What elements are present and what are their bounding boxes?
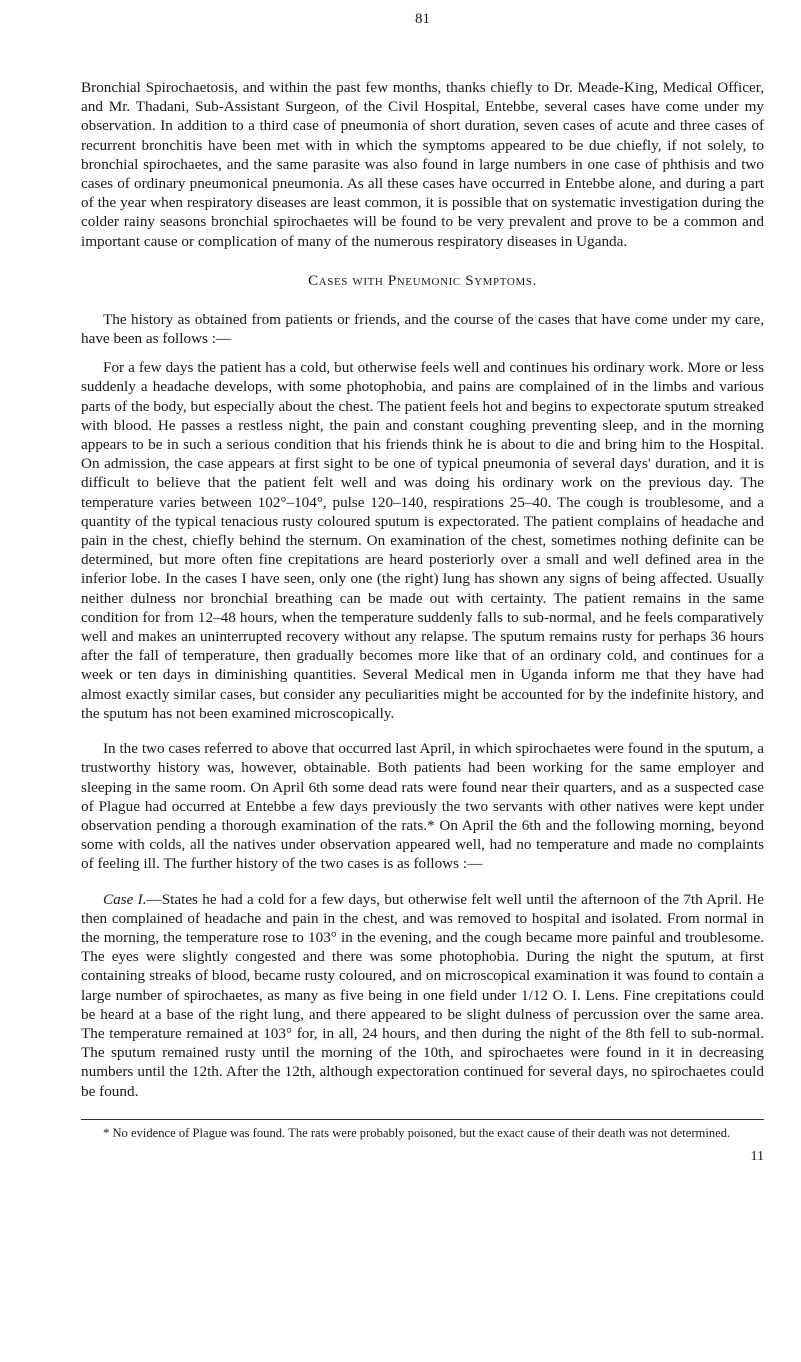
page-number: 81 — [415, 11, 430, 27]
history-intro-paragraph: The history as obtained from patients or friends, and the course of the cases that have come under my care, have been as follows :— — [81, 310, 764, 348]
case-one-label: Case I. — [103, 890, 147, 908]
signature-mark: 11 — [750, 1149, 764, 1165]
section-heading: Cases with Pneumonic Symptoms. — [308, 272, 537, 289]
footnote-divider — [81, 1119, 764, 1120]
case-one-text: —States he had a cold for a few days, but otherwise felt well until the afternoon of the 7th April. He then complained of headache and pain in the chest, and was removed to hospital and isolated. From normal in the morning, the temperature rose to 103° in the evening, and the cough became more painful and troublesome. The eyes were slightly congested and there was some photophobia. During the night the sputum, at first containing streaks of blood, became rusty coloured, and on microscopical examination it was found to contain a large number of spirochaetes, as many as five being in one field under 1/12 O. I. Lens. Fine crepitations could be heard at a base of the right lung, and there appeared to be slight dulness of percussion over the same area. The temperature remained at 103° for, in all, 24 hours, and then during the night of the 8th fell to sub-normal. The sputum remained rusty until the morning of the 10th, and spirochaetes were found in it in decreasing numbers until the 12th. After the 12th, although expectoration continued for several days, no spirochaetes could be found. — [81, 890, 764, 1100]
intro-paragraph: Bronchial Spirochaetosis, and within the past few months, thanks chiefly to Dr. Meade-King, Medical Officer, and Mr. Thadani, Sub-Assistant Surgeon, of the Civil Hospital, Entebbe, several cases have come under my observation. In addition to a third case of pneumonia of short duration, seven cases of acute and three cases of recurrent bronchitis have been met with in which the symptoms appeared to be due chiefly, if not solely, to bronchial spirochaetes, and the same parasite was also found in large numbers in one case of phthisis and two cases of ordinary pneumonical pneumonia. As all these cases have occurred in Entebbe alone, and during a part of the year when respiratory diseases are least common, it is possible that on systematic investigation during the colder rainy seasons bronchial spirochaetes will be found to be very prevalent and prove to be a common and important cause or complication of many of the numerous respiratory diseases in Uganda. — [81, 79, 764, 250]
document-page — [81, 10, 764, 1165]
case-one-paragraph — [81, 890, 764, 1101]
two-cases-paragraph: In the two cases referred to above that occurred last April, in which spirochaetes were found in the sputum, a trustworthy history was, however, obtainable. Both patients had been working for the same employer and sleeping in the same room. On April 6th some dead rats were found near their quarters, and as a suspected case of Plague had occurred at Entebbe a few days previously the two servants with other natives were kept under observation pending a thorough examination of the rats.* On April the 6th and the following morning, beyond some with colds, all the natives under observation appeared well, had no temperature and made no complaints of feeling ill. The further history of the two cases is as follows :— — [81, 740, 764, 873]
history-paragraph: For a few days the patient has a cold, but otherwise feels well and continues his ordinary work. More or less suddenly a headache develops, with some photophobia, and pains are complained of in the limbs and various parts of the body, but especially about the chest. The patient feels hot and begins to expectorate sputum streaked with blood. He passes a restless night, the pain and constant coughing preventing sleep, and in the morning appears to be in such a serious condition that his friends think he is about to die and bring him to the Hospital. On admission, the case appears at first sight to be one of typical pneumonia of several days' duration, and it is difficult to believe that the patient felt well and was doing his ordinary work on the previous day. The temperature varies between 102°–104°, pulse 120–140, respirations 25–40. The cough is troublesome, and a quantity of the typical tenacious rusty coloured sputum is expectorated. The patient complains of headache and pain in the chest, chiefly behind the sternum. On examination of the chest, sometimes nothing definite can be determined, but more often fine crepitations are heard posteriorly over a small and well defined area in the inferior lobe. In the cases I have seen, only one (the right) lung has shown any signs of being affected. Usually neither dulness nor bronchial breathing can be made out with certainty. The patient remains in the same condition for from 12–48 hours, when the temperature suddenly falls to sub-normal, and he feels comparatively well and makes an uninterrupted recovery without any relapse. The sputum remains rusty for perhaps 36 hours after the fall of temperature, then gradually becomes more like that of an ordinary cold, and continues for a week or ten days in diminishing quantities. Several Medical men in Uganda inform me that they have had almost exactly similar cases, but consider any peculiarities might be accounted for by the indefinite history, and the sputum has not been examined microscopically. — [81, 359, 764, 722]
footnote: * No evidence of Plague was found. The rats were probably poisoned, but the exact cause of their death was not determined. — [103, 1125, 731, 1140]
